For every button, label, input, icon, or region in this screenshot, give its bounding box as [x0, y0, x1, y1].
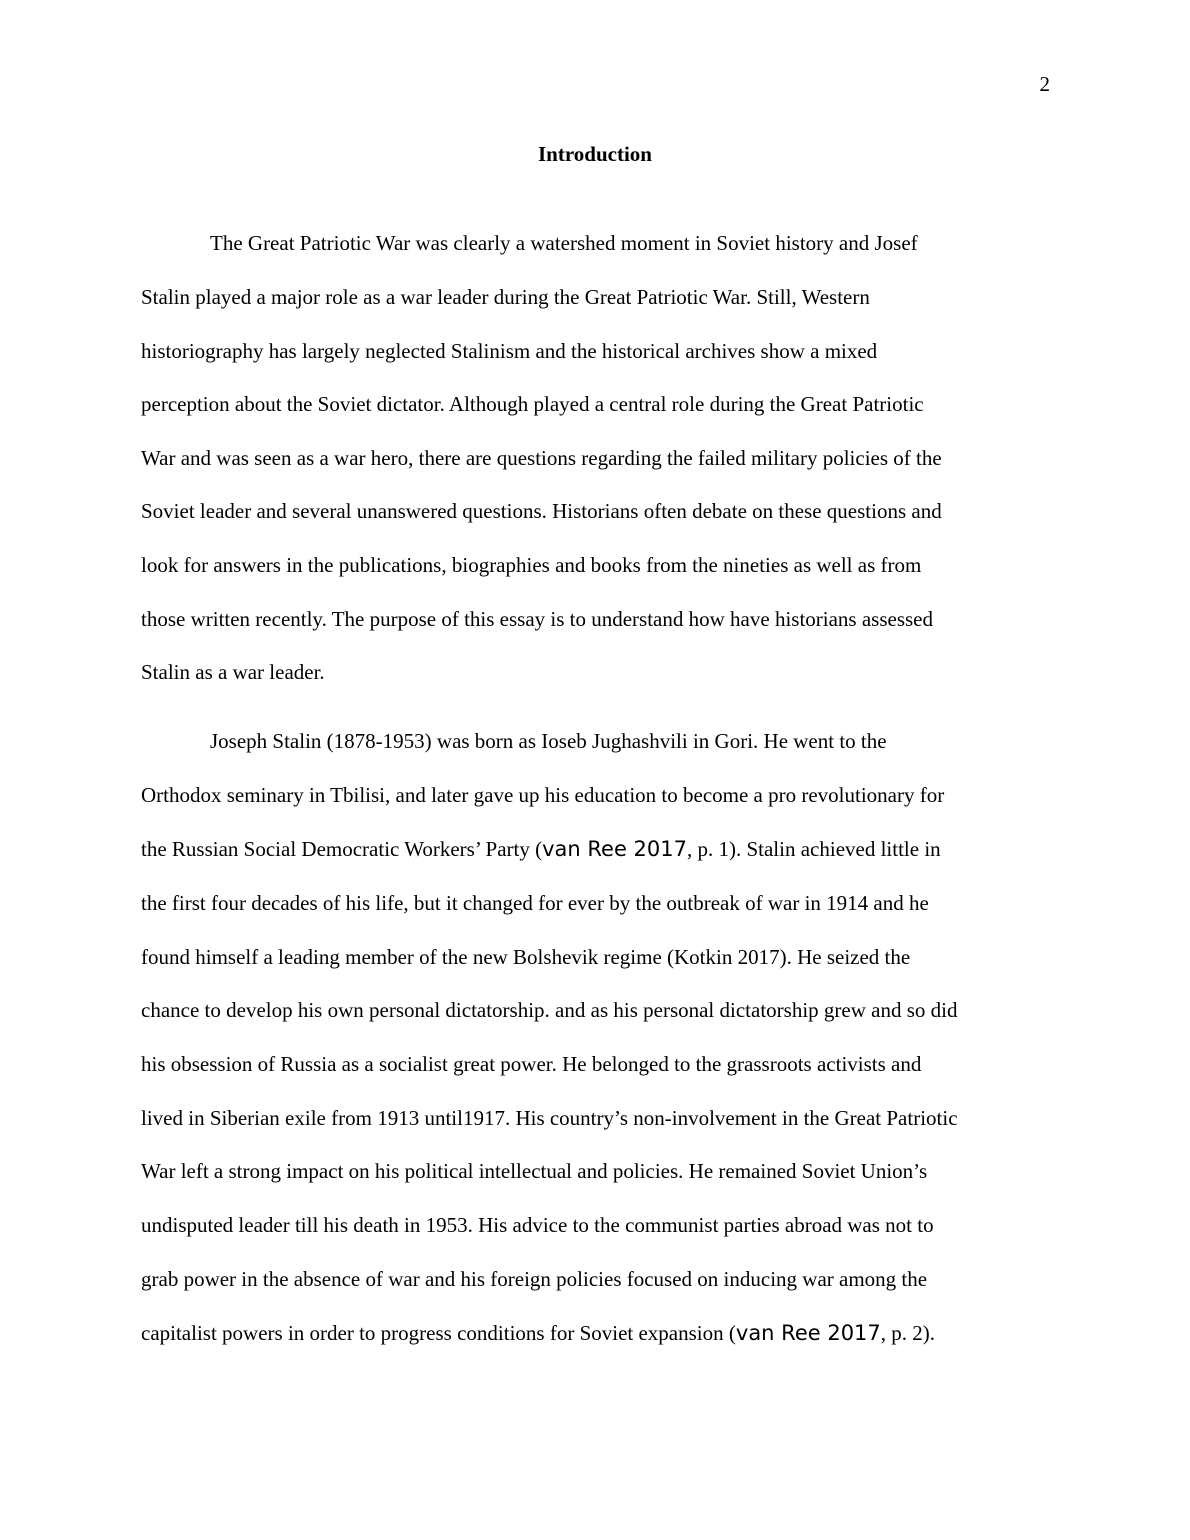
page-number: 2: [1039, 72, 1050, 96]
text-line: found himself a leading member of the new Bolshevik regime (Kotkin 2017). He seized the: [141, 945, 911, 969]
text-segment: the Russian Social Democratic Workers’ Party (: [141, 837, 543, 861]
text-line: lived in Siberian exile from 1913 until1917. His country’s non-involvement in the Great Patriotic: [141, 1106, 958, 1130]
text-line: his obsession of Russia as a socialist great power. He belonged to the grassroots activists and: [141, 1052, 922, 1076]
text-line: War left a strong impact on his political intellectual and policies. He remained Soviet Union’s: [141, 1159, 928, 1183]
text-segment: capitalist powers in order to progress conditions for Soviet expansion (: [141, 1321, 736, 1345]
text-line: undisputed leader till his death in 1953. His advice to the communist parties abroad was not to: [141, 1213, 934, 1237]
citation: van Ree 2017: [542, 837, 687, 861]
text-line: Orthodox seminary in Tbilisi, and later gave up his education to become a pro revolutionary for: [141, 783, 945, 807]
text-line: Stalin played a major role as a war leader during the Great Patriotic War. Still, Western: [141, 285, 870, 309]
text-line: grab power in the absence of war and his foreign policies focused on inducing war among the: [141, 1267, 928, 1291]
text-line: Stalin as a war leader.: [141, 660, 325, 684]
text-line: the first four decades of his life, but it changed for ever by the outbreak of war in 1914 and he: [141, 891, 929, 915]
text-line-with-citation: [141, 835, 941, 863]
text-line: Soviet leader and several unanswered questions. Historians often debate on these questions and: [141, 499, 942, 523]
text-line: The Great Patriotic War was clearly a watershed moment in Soviet history and Josef: [210, 231, 918, 255]
citation: van Ree 2017: [735, 1321, 881, 1345]
text-line: chance to develop his own personal dictatorship. and as his personal dictatorship grew and so did: [141, 998, 958, 1022]
text-line: Joseph Stalin (1878-1953) was born as Ioseb Jughashvili in Gori. He went to the: [210, 729, 887, 753]
text-line: those written recently. The purpose of this essay is to understand how have historians assessed: [141, 607, 934, 631]
text-line: look for answers in the publications, biographies and books from the nineties as well as from: [141, 553, 922, 577]
text-segment: , p. 1). Stalin achieved little in: [686, 837, 941, 861]
text-line: perception about the Soviet dictator. Although played a central role during the Great Patriotic: [141, 392, 924, 416]
text-segment: , p. 2).: [880, 1321, 936, 1345]
text-line: War and was seen as a war hero, there are questions regarding the failed military policies of the: [141, 446, 942, 470]
section-heading: Introduction: [538, 142, 652, 166]
text-line-with-citation: [141, 1319, 935, 1347]
text-line: historiography has largely neglected Stalinism and the historical archives show a mixed: [141, 339, 878, 363]
